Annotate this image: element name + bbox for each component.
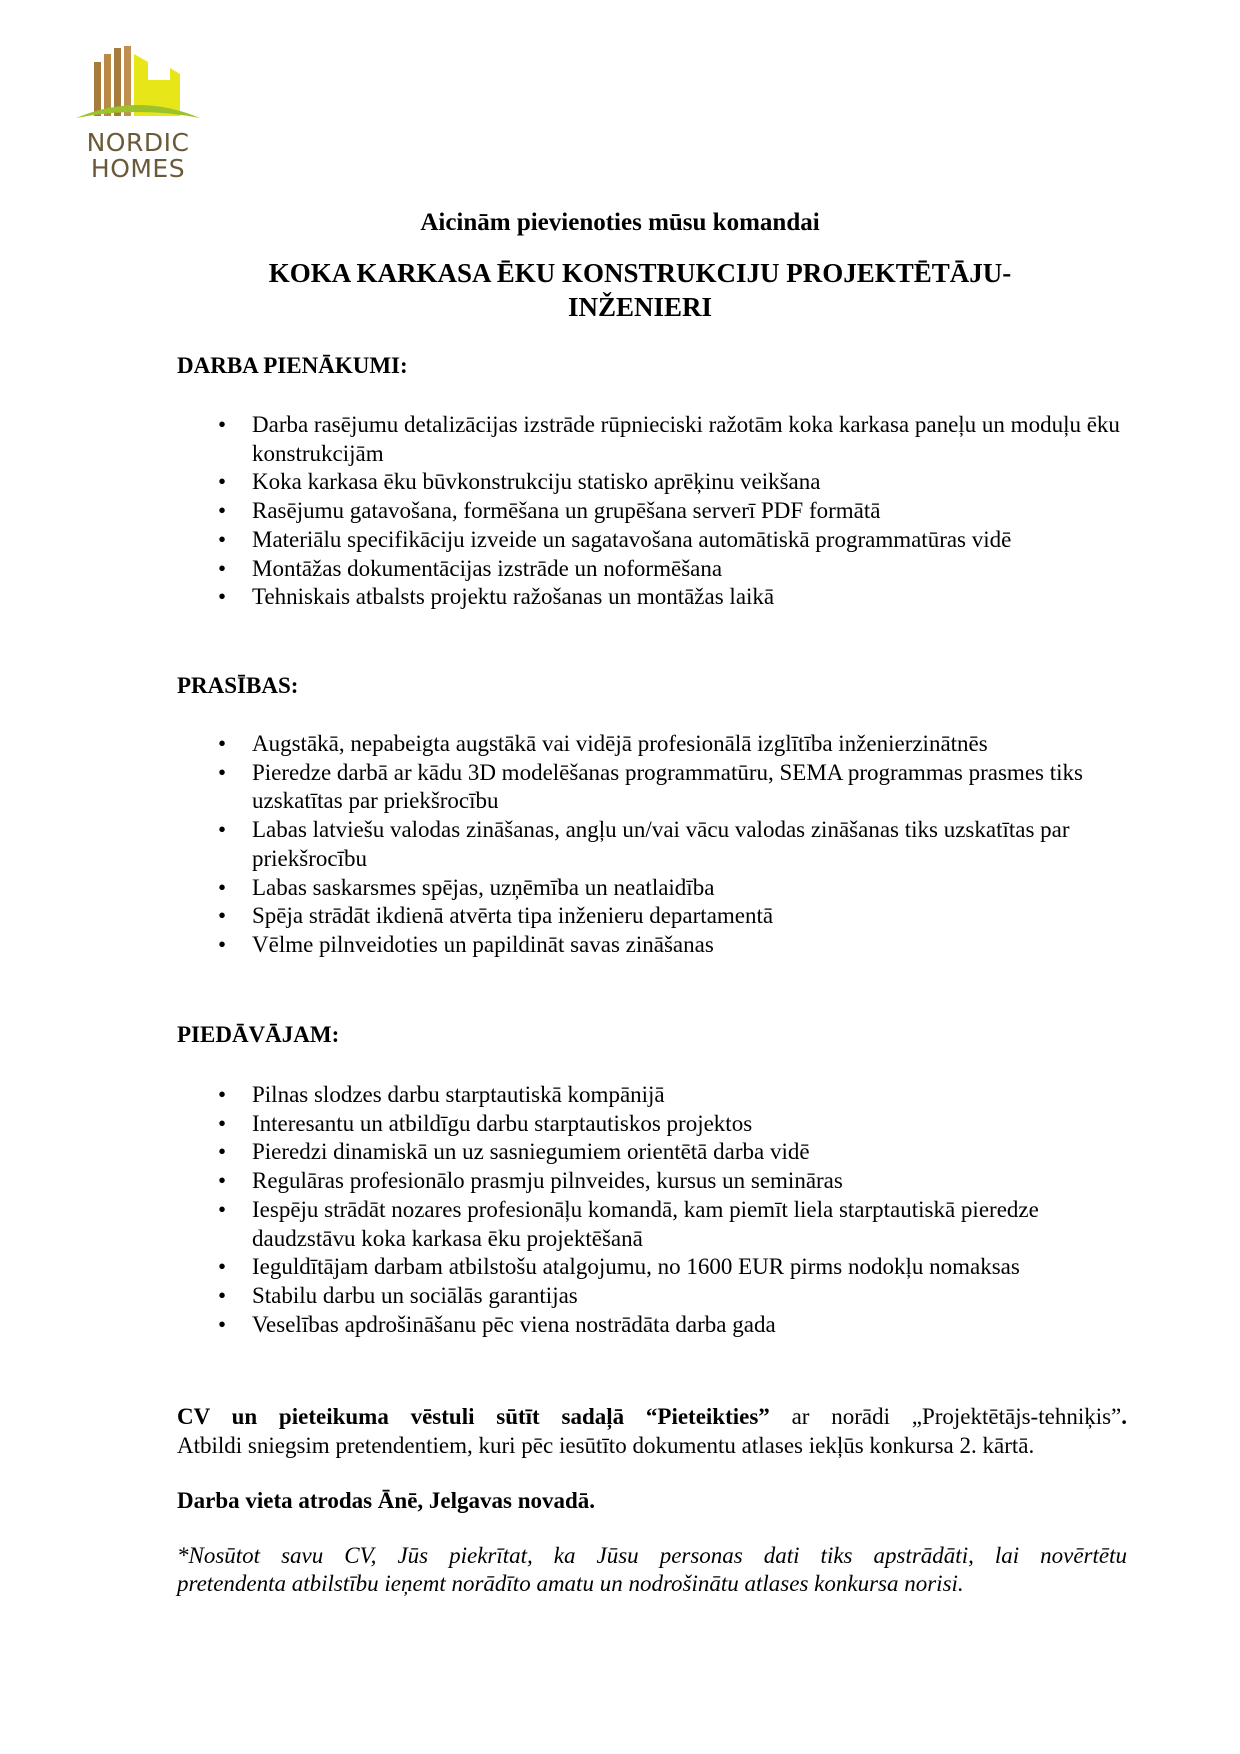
offer-heading: PIEDĀVĀJAM: — [177, 1022, 340, 1047]
nordic-homes-logo — [72, 44, 204, 182]
application-line-1 — [177, 1403, 1127, 1432]
requirements-item: • Spēja strādāt ikdienā atvērta tipa inženieru departamentā — [214, 902, 1134, 931]
requirements-heading: PRASĪBAS: — [177, 673, 299, 698]
requirements-item: • Labas saskarsmes spējas, uzņēmība un neatlaidība — [214, 874, 1134, 903]
application-bold-text: CV un pieteikuma vēstuli sūtīt sadaļā “Pieteikties” — [177, 1404, 770, 1429]
disclaimer-line-1: *Nosūtot savu CV, Jūs piekrītat, ka Jūsu personas dati tiks apstrādāti, lai novērtētu — [177, 1543, 1127, 1568]
duties-item: • Darba rasējumu detalizācijas izstrāde rūpnieciski ražotām koka karkasa paneļu un moduļu ēku konstrukcijām — [214, 411, 1134, 468]
offer-item: • Stabilu darbu un sociālās garantijas — [214, 1282, 1134, 1311]
offer-item: • Veselības apdrošināšanu pēc viena nostrādāta darba gada — [214, 1311, 1134, 1340]
duties-list — [214, 411, 1134, 612]
offer-item: • Iespēju strādāt nozares profesionāļu komandā, kam piemīt liela starptautiskā pieredze daudzstāvu koka karkasa ēku projektēšanā — [214, 1196, 1134, 1253]
intro-heading: Aicinām pievienoties mūsu komandai — [420, 209, 820, 236]
duties-item: • Materiālu specifikāciju izveide un sagatavošana automātiskā programmatūras vidē — [214, 526, 1134, 555]
privacy-disclaimer — [177, 1542, 1127, 1598]
offer-item: • Interesantu un atbildīgu darbu starptautiskos projektos — [214, 1110, 1134, 1139]
offer-item: • Pilnas slodzes darbu starptautiskā kompānijā — [214, 1081, 1134, 1110]
offer-list — [214, 1081, 1134, 1339]
offer-item: • Pieredzi dinamiskā un uz sasniegumiem orientētā darba vidē — [214, 1138, 1134, 1167]
application-line-2: Atbildi sniegsim pretendentiem, kuri pēc iesūtīto dokumentu atlases iekļūs konkursa 2. kārtā. — [177, 1432, 1035, 1458]
disclaimer-line-2: pretendenta atbilstību ieņemt norādīto amatu un nodrošinātu atlases konkursa norisi. — [177, 1571, 964, 1596]
logo-plank-1 — [94, 62, 101, 116]
offer-item: • Ieguldītājam darbam atbilstošu atalgojumu, no 1600 EUR pirms nodokļu nomaksas — [214, 1253, 1134, 1282]
duties-item: • Tehniskais atbalsts projektu ražošanas un montāžas laikā — [214, 583, 1134, 612]
offer-item: • Regulāras profesionālo prasmju pilnveides, kursus un semināras — [214, 1167, 1134, 1196]
application-period: . — [1121, 1404, 1128, 1429]
logo-plank-3 — [114, 48, 121, 116]
requirements-item: • Labas latviešu valodas zināšanas, angļu un/vai vācu valodas zināšanas tiks uzskatītas par priekšrocību — [214, 816, 1134, 873]
work-location: Darba vieta atrodas Ānē, Jelgavas novadā. — [177, 1488, 596, 1513]
duties-item: • Montāžas dokumentācijas izstrāde un noformēšana — [214, 555, 1134, 584]
requirements-list — [214, 730, 1134, 960]
application-instructions — [177, 1403, 1127, 1460]
logo-building-mark-icon — [72, 44, 204, 128]
logo-text-homes: HOMES — [90, 154, 186, 183]
logo-plank-2 — [104, 54, 111, 116]
logo-text-nordic: NORDIC — [86, 128, 190, 157]
requirements-item: • Augstākā, nepabeigta augstākā vai vidējā profesionālā izglītība inženierzinātnēs — [214, 730, 1134, 759]
application-note-text: ar norādi „Projektētājs-tehniķis” — [769, 1404, 1122, 1429]
requirements-item: • Vēlme pilnveidoties un papildināt savas zināšanas — [214, 931, 1134, 960]
duties-item: • Rasējumu gatavošana, formēšana un grupēšana serverī PDF formātā — [214, 497, 1134, 526]
job-title: KOKA KARKASA ĒKU KONSTRUKCIJU PROJEKTĒTĀJU-INŽENIERI — [268, 258, 1012, 322]
duties-heading: DARBA PIENĀKUMI: — [177, 353, 408, 378]
requirements-item: • Pieredze darbā ar kādu 3D modelēšanas programmatūru, SEMA programmas prasmes tiks uzskatītas par priekšrocību — [214, 759, 1134, 816]
duties-item: • Koka karkasa ēku būvkonstrukciju statisko aprēķinu veikšana — [214, 468, 1134, 497]
